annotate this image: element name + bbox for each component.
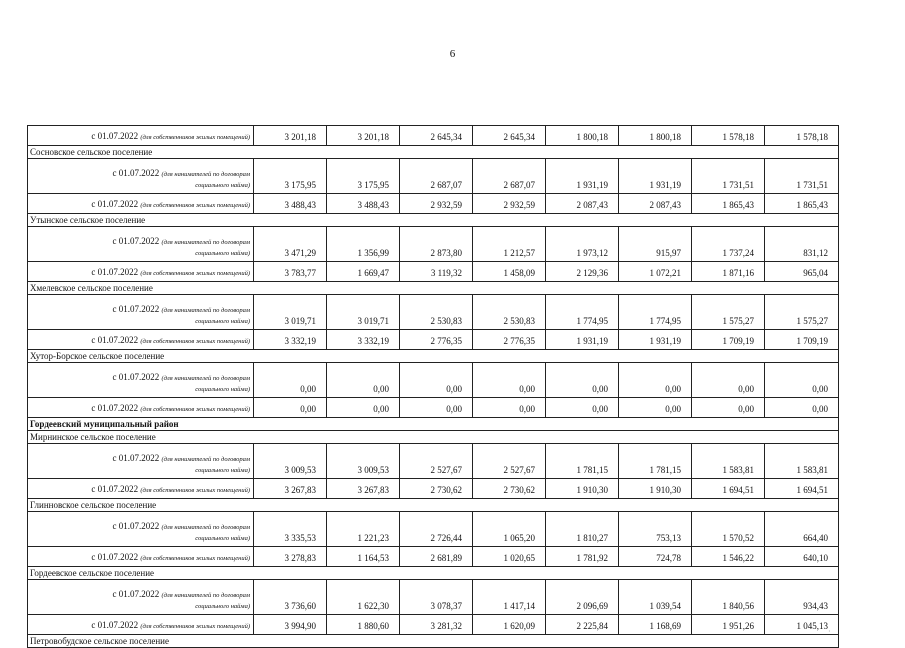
row-date: с 01.07.2022 — [91, 131, 139, 141]
tariff-row — [28, 194, 839, 214]
tariff-value-cell: 965,04 — [765, 262, 839, 282]
tariff-value-cell: 1 840,56 — [692, 580, 765, 615]
tariff-value-cell: 1 781,15 — [619, 444, 692, 479]
tariff-value-cell: 1 871,16 — [692, 262, 765, 282]
row-note: (для нанимателей по договорам — [161, 239, 250, 246]
tariff-value-cell: 0,00 — [327, 398, 400, 418]
tariff-value-cell: 3 267,83 — [327, 479, 400, 499]
tariff-value-cell: 0,00 — [473, 398, 546, 418]
tariff-value-cell: 1 880,60 — [327, 615, 400, 635]
row-note: (для собственников жилых помещений) — [140, 202, 250, 209]
tariff-value-cell: 0,00 — [400, 363, 473, 398]
tariff-value-cell: 3 335,53 — [254, 512, 327, 547]
tariff-value-cell: 3 994,90 — [254, 615, 327, 635]
tariff-value-cell: 2 932,59 — [400, 194, 473, 214]
tariff-value-cell: 0,00 — [619, 398, 692, 418]
row-label — [28, 444, 254, 479]
tariff-value-cell: 2 687,07 — [473, 159, 546, 194]
row-note: (для собственников жилых помещений) — [140, 623, 250, 630]
tariff-value-cell: 1 356,99 — [327, 227, 400, 262]
tariff-value-cell: 2 687,07 — [400, 159, 473, 194]
tariff-value-cell: 3 078,37 — [400, 580, 473, 615]
tariff-value-cell: 1 212,57 — [473, 227, 546, 262]
tariff-value-cell: 3 019,71 — [327, 295, 400, 330]
tariff-value-cell: 1 774,95 — [619, 295, 692, 330]
settlement-heading-row — [28, 567, 839, 580]
row-note-continued: социального найма) — [195, 182, 250, 189]
tariff-value-cell: 1 865,43 — [765, 194, 839, 214]
tariff-value-cell: 2 730,62 — [473, 479, 546, 499]
row-note: (для нанимателей по договорам — [161, 375, 250, 382]
row-note-continued: социального найма) — [195, 386, 250, 393]
tariff-value-cell: 1 694,51 — [765, 479, 839, 499]
row-note: (для нанимателей по договорам — [161, 171, 250, 178]
tariff-value-cell: 2 087,43 — [619, 194, 692, 214]
district-heading-row — [28, 418, 839, 431]
tariff-value-cell: 724,78 — [619, 547, 692, 567]
row-note: (для нанимателей по договорам — [161, 592, 250, 599]
row-note-continued: социального найма) — [195, 535, 250, 542]
tariff-row — [28, 547, 839, 567]
row-note-continued: социального найма) — [195, 467, 250, 474]
tariff-value-cell: 0,00 — [254, 363, 327, 398]
row-date: с 01.07.2022 — [91, 620, 139, 630]
tariff-value-cell: 0,00 — [546, 363, 619, 398]
tariff-table — [27, 125, 839, 648]
tariff-value-cell: 0,00 — [473, 363, 546, 398]
tariff-value-cell: 1 781,15 — [546, 444, 619, 479]
row-note: (для нанимателей по договорам — [161, 456, 250, 463]
row-date: с 01.07.2022 — [112, 589, 160, 599]
tariff-value-cell: 1 168,69 — [619, 615, 692, 635]
tariff-value-cell: 753,13 — [619, 512, 692, 547]
tariff-row — [28, 126, 839, 146]
tariff-value-cell: 0,00 — [619, 363, 692, 398]
tariff-value-cell: 1 910,30 — [546, 479, 619, 499]
tariff-row — [28, 330, 839, 350]
row-date: с 01.07.2022 — [112, 372, 160, 382]
tariff-value-cell: 1 774,95 — [546, 295, 619, 330]
tariff-value-cell: 1 020,65 — [473, 547, 546, 567]
tariff-value-cell: 1 931,19 — [619, 159, 692, 194]
row-date: с 01.07.2022 — [91, 484, 139, 494]
row-date: с 01.07.2022 — [91, 199, 139, 209]
tariff-value-cell: 3 281,32 — [400, 615, 473, 635]
tariff-value-cell: 1 709,19 — [765, 330, 839, 350]
row-note: (для нанимателей по договорам — [161, 307, 250, 314]
tariff-value-cell: 1 709,19 — [692, 330, 765, 350]
row-date: с 01.07.2022 — [112, 168, 160, 178]
tariff-value-cell: 1 578,18 — [765, 126, 839, 146]
tariff-value-cell: 0,00 — [692, 398, 765, 418]
tariff-value-cell: 1 578,18 — [692, 126, 765, 146]
page-number: 6 — [449, 48, 456, 60]
tariff-value-cell: 2 645,34 — [400, 126, 473, 146]
tariff-value-cell: 1 731,51 — [692, 159, 765, 194]
tariff-value-cell: 2 225,84 — [546, 615, 619, 635]
row-label — [28, 194, 254, 214]
row-note-continued: социального найма) — [195, 603, 250, 610]
tariff-value-cell: 1 417,14 — [473, 580, 546, 615]
settlement-name: Сосновское сельское поселение — [28, 146, 839, 159]
settlement-name: Хутор-Борское сельское поселение — [28, 350, 839, 363]
tariff-value-cell: 2 730,62 — [400, 479, 473, 499]
row-date: с 01.07.2022 — [91, 552, 139, 562]
row-note-continued: социального найма) — [195, 318, 250, 325]
tariff-value-cell: 1 800,18 — [546, 126, 619, 146]
row-label — [28, 330, 254, 350]
settlement-name: Гордеевское сельское поселение — [28, 567, 839, 580]
settlement-heading-row — [28, 499, 839, 512]
tariff-value-cell: 1 810,27 — [546, 512, 619, 547]
tariff-value-cell: 1 575,27 — [765, 295, 839, 330]
tariff-value-cell: 3 488,43 — [254, 194, 327, 214]
tariff-value-cell: 1 694,51 — [692, 479, 765, 499]
tariff-value-cell: 3 009,53 — [254, 444, 327, 479]
row-date: с 01.07.2022 — [112, 521, 160, 531]
row-label — [28, 615, 254, 635]
tariff-value-cell: 2 776,35 — [400, 330, 473, 350]
row-label — [28, 479, 254, 499]
tariff-row — [28, 512, 839, 547]
row-date: с 01.07.2022 — [91, 335, 139, 345]
tariff-value-cell: 664,40 — [765, 512, 839, 547]
tariff-row — [28, 227, 839, 262]
tariff-value-cell: 1 583,81 — [765, 444, 839, 479]
tariff-value-cell: 2 776,35 — [473, 330, 546, 350]
row-date: с 01.07.2022 — [91, 267, 139, 277]
row-label — [28, 580, 254, 615]
tariff-row — [28, 615, 839, 635]
row-label — [28, 159, 254, 194]
tariff-value-cell: 1 781,92 — [546, 547, 619, 567]
tariff-value-cell: 1 546,22 — [692, 547, 765, 567]
settlement-name: Мирнинское сельское поселение — [28, 431, 839, 444]
tariff-value-cell: 2 087,43 — [546, 194, 619, 214]
tariff-value-cell: 831,12 — [765, 227, 839, 262]
tariff-value-cell: 1 910,30 — [619, 479, 692, 499]
tariff-value-cell: 1 072,21 — [619, 262, 692, 282]
tariff-value-cell: 640,10 — [765, 547, 839, 567]
tariff-value-cell: 1 575,27 — [692, 295, 765, 330]
row-note-continued: социального найма) — [195, 250, 250, 257]
tariff-value-cell: 2 873,80 — [400, 227, 473, 262]
tariff-value-cell: 3 267,83 — [254, 479, 327, 499]
settlement-name: Петровобудское сельское поселение — [28, 635, 839, 648]
tariff-value-cell: 2 527,67 — [400, 444, 473, 479]
row-date: с 01.07.2022 — [112, 453, 160, 463]
row-date: с 01.07.2022 — [112, 304, 160, 314]
tariff-value-cell: 3 332,19 — [327, 330, 400, 350]
tariff-value-cell: 1 583,81 — [692, 444, 765, 479]
tariff-value-cell: 2 681,89 — [400, 547, 473, 567]
tariff-value-cell: 3 175,95 — [327, 159, 400, 194]
tariff-value-cell: 1 570,52 — [692, 512, 765, 547]
tariff-value-cell: 934,43 — [765, 580, 839, 615]
district-name: Гордеевский муниципальный район — [28, 418, 839, 431]
tariff-value-cell: 1 620,09 — [473, 615, 546, 635]
tariff-value-cell: 0,00 — [546, 398, 619, 418]
tariff-value-cell: 1 622,30 — [327, 580, 400, 615]
tariff-value-cell: 1 221,23 — [327, 512, 400, 547]
settlement-heading-row — [28, 282, 839, 295]
settlement-name: Утынское сельское поселение — [28, 214, 839, 227]
tariff-value-cell: 2 645,34 — [473, 126, 546, 146]
tariff-value-cell: 1 931,19 — [619, 330, 692, 350]
tariff-value-cell: 1 164,53 — [327, 547, 400, 567]
tariff-value-cell: 3 175,95 — [254, 159, 327, 194]
row-note: (для собственников жилых помещений) — [140, 338, 250, 345]
row-note: (для нанимателей по договорам — [161, 524, 250, 531]
tariff-value-cell: 1 039,54 — [619, 580, 692, 615]
tariff-row — [28, 159, 839, 194]
tariff-row — [28, 479, 839, 499]
tariff-value-cell: 2 527,67 — [473, 444, 546, 479]
tariff-value-cell: 3 488,43 — [327, 194, 400, 214]
row-note: (для собственников жилых помещений) — [140, 134, 250, 141]
tariff-value-cell: 1 065,20 — [473, 512, 546, 547]
tariff-value-cell: 1 669,47 — [327, 262, 400, 282]
tariff-value-cell: 3 332,19 — [254, 330, 327, 350]
tariff-table-body — [28, 126, 839, 648]
tariff-value-cell: 3 783,77 — [254, 262, 327, 282]
row-note: (для собственников жилых помещений) — [140, 487, 250, 494]
settlement-heading-row — [28, 635, 839, 648]
tariff-value-cell: 0,00 — [400, 398, 473, 418]
row-label — [28, 227, 254, 262]
tariff-value-cell: 2 932,59 — [473, 194, 546, 214]
row-note: (для собственников жилых помещений) — [140, 555, 250, 562]
tariff-value-cell: 1 931,19 — [546, 159, 619, 194]
row-label — [28, 512, 254, 547]
tariff-value-cell: 2 096,69 — [546, 580, 619, 615]
tariff-value-cell: 1 931,19 — [546, 330, 619, 350]
tariff-row — [28, 262, 839, 282]
tariff-row — [28, 398, 839, 418]
tariff-value-cell: 0,00 — [254, 398, 327, 418]
tariff-value-cell: 2 129,36 — [546, 262, 619, 282]
settlement-name: Глинновское сельское поселение — [28, 499, 839, 512]
row-label — [28, 295, 254, 330]
tariff-value-cell: 3 736,60 — [254, 580, 327, 615]
tariff-value-cell: 3 009,53 — [327, 444, 400, 479]
tariff-value-cell: 3 201,18 — [254, 126, 327, 146]
tariff-value-cell: 915,97 — [619, 227, 692, 262]
tariff-value-cell: 1 973,12 — [546, 227, 619, 262]
tariff-value-cell: 2 530,83 — [473, 295, 546, 330]
tariff-value-cell: 2 530,83 — [400, 295, 473, 330]
row-note: (для собственников жилых помещений) — [140, 270, 250, 277]
tariff-value-cell: 1 737,24 — [692, 227, 765, 262]
tariff-value-cell: 0,00 — [692, 363, 765, 398]
tariff-value-cell: 1 800,18 — [619, 126, 692, 146]
tariff-value-cell: 1 951,26 — [692, 615, 765, 635]
settlement-heading-row — [28, 350, 839, 363]
tariff-row — [28, 295, 839, 330]
row-date: с 01.07.2022 — [112, 236, 160, 246]
row-date: с 01.07.2022 — [91, 403, 139, 413]
tariff-value-cell: 3 278,83 — [254, 547, 327, 567]
tariff-value-cell: 1 865,43 — [692, 194, 765, 214]
row-label — [28, 126, 254, 146]
tariff-value-cell: 1 458,09 — [473, 262, 546, 282]
settlement-heading-row — [28, 431, 839, 444]
tariff-row — [28, 363, 839, 398]
tariff-value-cell: 3 471,29 — [254, 227, 327, 262]
settlement-name: Хмелевское сельское поселение — [28, 282, 839, 295]
tariff-value-cell: 3 119,32 — [400, 262, 473, 282]
tariff-value-cell: 0,00 — [765, 398, 839, 418]
row-note: (для собственников жилых помещений) — [140, 406, 250, 413]
tariff-row — [28, 580, 839, 615]
tariff-value-cell: 3 019,71 — [254, 295, 327, 330]
tariff-value-cell: 3 201,18 — [327, 126, 400, 146]
tariff-value-cell: 0,00 — [765, 363, 839, 398]
row-label — [28, 398, 254, 418]
tariff-row — [28, 444, 839, 479]
row-label — [28, 547, 254, 567]
tariff-value-cell: 2 726,44 — [400, 512, 473, 547]
scan-speck: · — [828, 627, 831, 636]
settlement-heading-row — [28, 146, 839, 159]
row-label — [28, 363, 254, 398]
row-label — [28, 262, 254, 282]
tariff-value-cell: 0,00 — [327, 363, 400, 398]
settlement-heading-row — [28, 214, 839, 227]
tariff-value-cell: 1 045,13 — [765, 615, 839, 635]
tariff-value-cell: 1 731,51 — [765, 159, 839, 194]
